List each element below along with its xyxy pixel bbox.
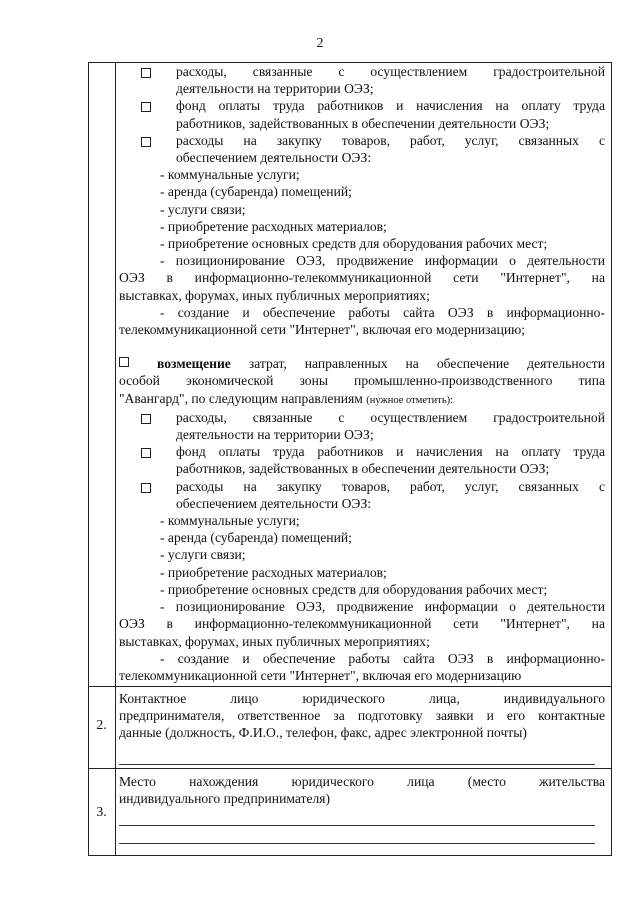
field-label: Контактное лицо юридического лица, индивидуального [119,691,605,706]
contact-person-cell: Контактное лицо юридического лица, индивидуального предпринимателя, ответственное за подготовку заявки и его контактные данные (должность, Ф.И.О., телефон, факс, адрес электронной почты) [119,690,605,765]
column-divider [115,62,116,856]
list-item: фонд оплаты труда работников и начисления на оплату труда работников, задействованных в обеспечении деятельности ОЭЗ; [119,443,605,477]
list-item: - приобретение расходных материалов; [160,564,387,580]
list-item: фонд оплаты труда работников и начисления на оплату труда работников, задействованных в обеспечении деятельности ОЭЗ; [119,97,605,131]
list-item: - коммунальные услуги; [160,167,300,183]
list-item: - коммунальные услуги; [160,513,300,529]
list-item: - приобретение основных средств для оборудования рабочих мест; [160,236,548,252]
list-item: - аренда (субаренда) помещений; [160,184,352,200]
checkbox[interactable] [141,448,151,458]
location-input-line[interactable] [119,825,595,826]
expense-options-cell: расходы, связанные с осуществлением градостроительной деятельности на территории ОЭЗ; фонд оплаты труда работников и начисления на оплату труда работников, задействованных в обеспечении деятельности ОЭЗ; расходы на закупку товаров, работ, услуг, связанных с обеспечением деятельности ОЭЗ: - коммунальные услуги; - аренда (субаренда) помещений; - услуги связи; - приобретение расходных материалов; - приобретение основных средств для оборудования рабочих мест; - позиционирование ОЭЗ, продвижение информации о деятельности ОЭЗ в информационно-телекоммуникационной сети "Интернет", на выставках, форумах, иных публичных мероприятиях; - создание и обеспечение работы сайта ОЭЗ в информационно- телекоммуникационной сети "Интернет", включая его модернизацию; возмещение затрат, направленных на обеспечение деятельности особой экономической зоны промышленно-производственного типа "Авангард", по следующим направлениям (нужное отметить): расходы, связанные с осуществлением градостроительной деятельности на территории ОЭЗ; фонд оплаты труда работников и начисления на оплату труда работников, задействованных в обеспечении деятельности ОЭЗ; расходы на закупку товаров, работ, услуг, связанных с обеспечением деятельности ОЭЗ: - коммунальные услуги; - аренда (субаренда) помещений; - услуги связи; - приобретение расходных материалов; - приобретение основных средств для оборудования рабочих мест; - позиционирование ОЭЗ, продвижение информации о деятельности ОЭЗ в информационно-телекоммуникационной сети "Интернет", на выставках, форумах, иных публичных мероприятиях; - создание и обеспечение работы сайта ОЭЗ в информационно- телекоммуникационной сети "Интернет", включая его модернизацию [119,64,605,683]
list-item: - приобретение расходных материалов; [160,218,387,234]
row-divider [88,686,611,687]
list-item: - услуги связи; [160,201,246,217]
reimbursement-heading: возмещение затрат, направленных на обеспечение деятельности [119,355,605,372]
list-item: расходы, связанные с осуществлением градостроительной деятельности на территории ОЭЗ; [119,409,605,443]
checkbox[interactable] [141,68,151,78]
checkbox[interactable] [119,357,129,367]
page-number: 2 [316,36,324,51]
list-item: - создание и обеспечение работы сайта ОЭЗ в информационно- [160,650,605,666]
list-item: - позиционирование ОЭЗ, продвижение информации о деятельности [160,599,605,615]
list-item: - аренда (субаренда) помещений; [160,530,352,546]
field-label: Место нахождения юридического лица (место жительства [119,774,605,789]
row-number: 2. [96,718,107,733]
location-input-line[interactable] [119,843,595,844]
checkbox[interactable] [141,137,151,147]
list-item: расходы, связанные с осуществлением градостроительной деятельности на территории ОЭЗ; [119,63,605,97]
checkbox[interactable] [141,102,151,112]
list-item: расходы на закупку товаров, работ, услуг, связанных с обеспечением деятельности ОЭЗ: [119,132,605,166]
list-item: - позиционирование ОЭЗ, продвижение информации о деятельности [160,253,605,269]
checkbox[interactable] [141,483,151,493]
checkbox[interactable] [141,414,151,424]
row-divider [88,768,611,769]
list-item: - создание и обеспечение работы сайта ОЭЗ в информационно- [160,304,605,320]
list-item: - услуги связи; [160,547,246,563]
contact-person-input-line[interactable] [119,764,595,765]
list-item: расходы на закупку товаров, работ, услуг, связанных с обеспечением деятельности ОЭЗ: [119,478,605,512]
location-cell: Место нахождения юридического лица (место жительства индивидуального предпринимателя) [119,773,605,844]
list-item: - приобретение основных средств для оборудования рабочих мест; [160,581,548,597]
row-number: 3. [96,805,107,820]
